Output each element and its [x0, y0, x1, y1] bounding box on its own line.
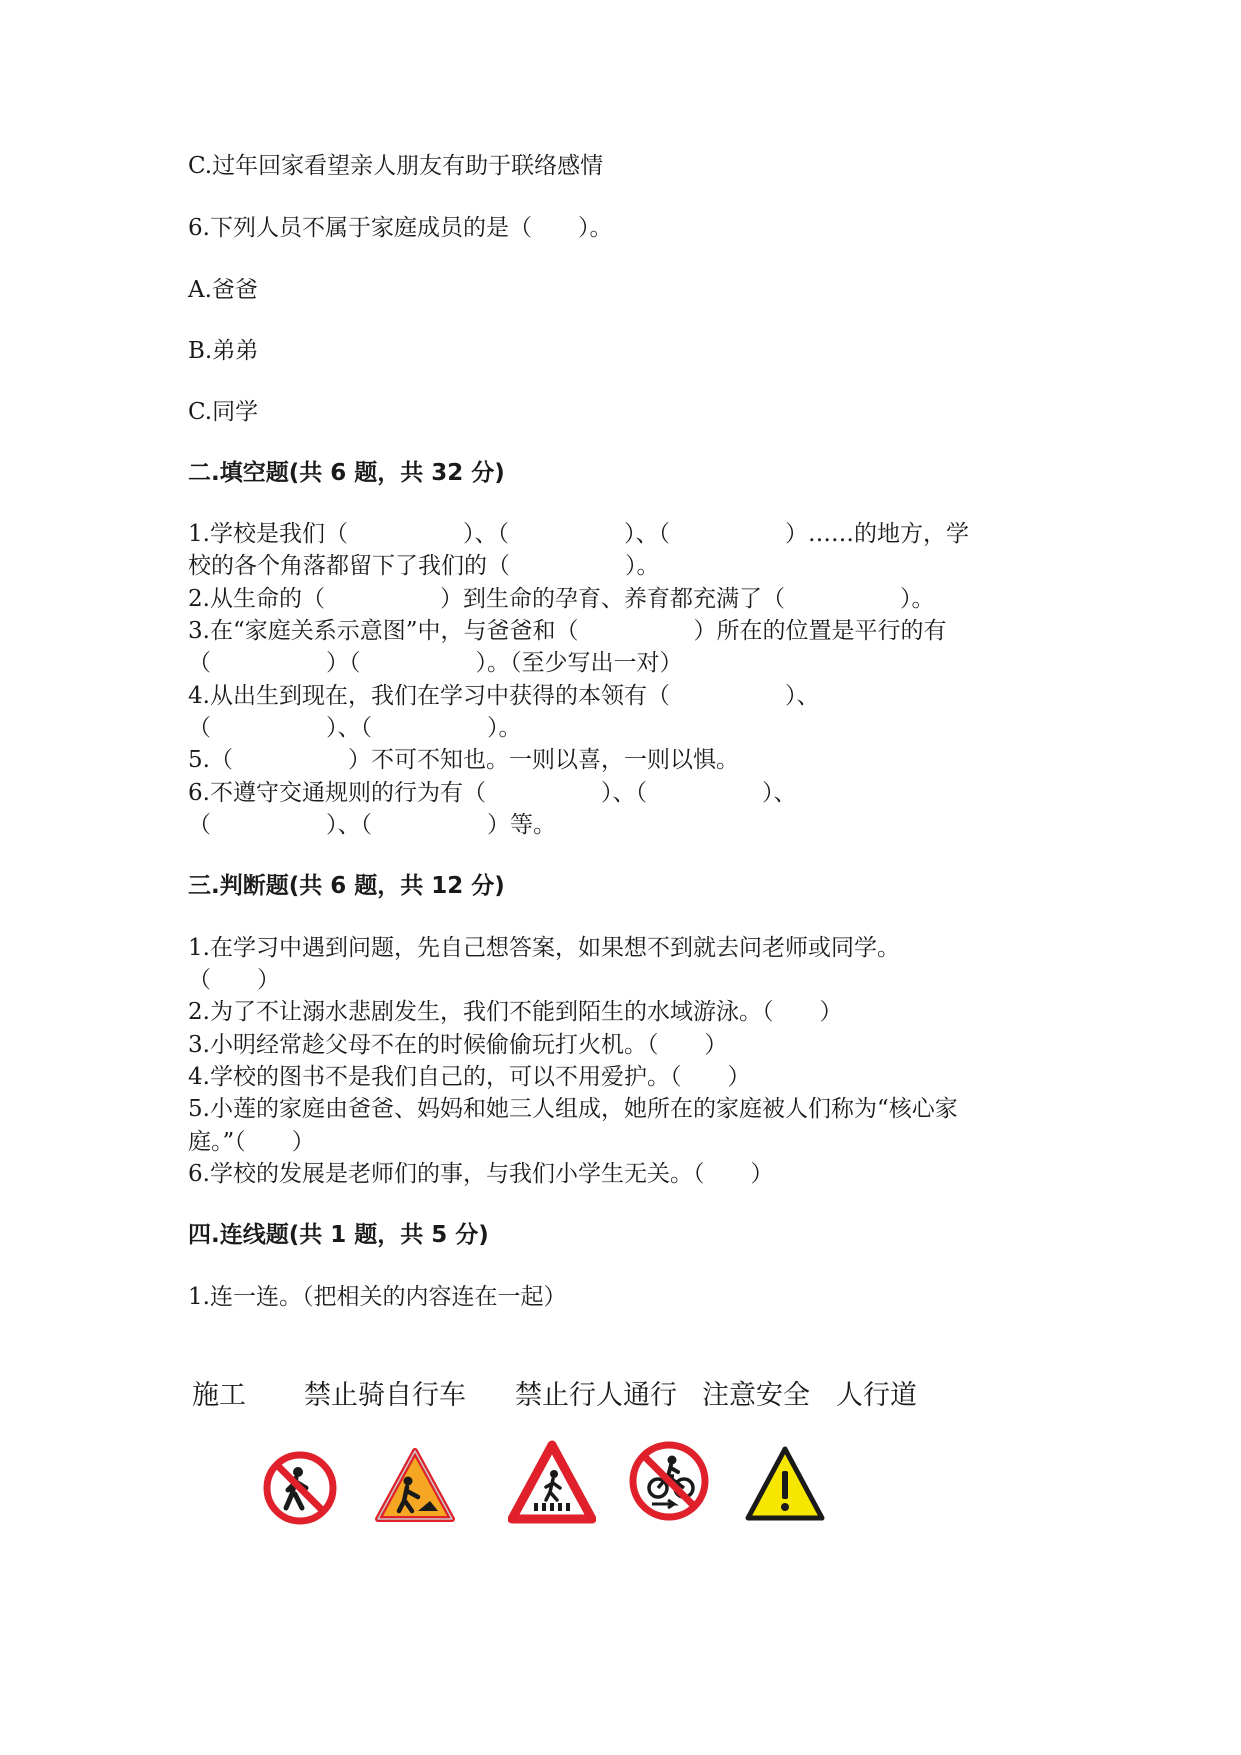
s3-line: 3.小明经常趁父母不在的时候偷偷玩打火机。（ ） [188, 1032, 728, 1058]
s2-line: 4.从出生到现在，我们在学习中获得的本领有（ ）、 [188, 683, 820, 709]
q6-option-b: B.弟弟 [188, 338, 259, 364]
caution-sign-icon [744, 1445, 826, 1523]
s3-line: 6.学校的发展是老师们的事，与我们小学生无关。（ ） [188, 1161, 774, 1187]
label-construction: 施工 [192, 1380, 246, 1411]
section4-title: 四.连线题(共 1 题，共 5 分) [188, 1222, 489, 1248]
s2-line: 5.（ ）不可不知也。一则以喜，一则以惧。 [188, 747, 739, 773]
s3-line: 1.在学习中遇到问题，先自己想答案，如果想不到就去问老师或同学。 [188, 935, 900, 961]
s2-line: 3.在“家庭关系示意图”中，与爸爸和（ ）所在的位置是平行的有 [188, 618, 947, 644]
construction-sign-icon [374, 1447, 456, 1523]
label-caution: 注意安全 [702, 1380, 810, 1411]
q6-option-a: A.爸爸 [188, 277, 258, 303]
crosswalk-sign-icon [508, 1440, 596, 1524]
s3-line: 庭。”（ ） [188, 1129, 315, 1155]
s2-line: （ ）、（ ）等。 [188, 812, 556, 838]
s3-line: （ ） [188, 967, 280, 993]
s2-line: 校的各个角落都留下了我们的（ ）。 [188, 553, 660, 579]
s3-line: 2.为了不让溺水悲剧发生，我们不能到陌生的水域游泳。（ ） [188, 999, 843, 1025]
q5-option-c: C.过年回家看望亲人朋友有助于联络感情 [188, 153, 604, 179]
s2-line: 6.不遵守交通规则的行为有（ ）、（ ）、 [188, 780, 797, 806]
label-sidewalk: 人行道 [836, 1380, 917, 1411]
s4-question: 1.连一连。（把相关的内容连在一起） [188, 1284, 567, 1310]
q6-option-c: C.同学 [188, 399, 259, 425]
s2-line: （ ）、（ ）。 [188, 715, 522, 741]
q6-stem: 6.下列人员不属于家庭成员的是（ ）。 [188, 215, 613, 241]
s2-line: （ ）（ ）。（至少写出一对） [188, 650, 683, 676]
no-pedestrian-sign-icon [262, 1450, 338, 1526]
s3-line: 4.学校的图书不是我们自己的，可以不用爱护。（ ） [188, 1064, 751, 1090]
label-no-pedestrian: 禁止行人通行 [515, 1380, 677, 1411]
s3-line: 5.小莲的家庭由爸爸、妈妈和她三人组成，她所在的家庭被人们称为“核心家 [188, 1096, 958, 1122]
section2-title: 二.填空题(共 6 题，共 32 分) [188, 460, 505, 486]
label-no-bicycle: 禁止骑自行车 [304, 1380, 466, 1411]
s2-line: 2.从生命的（ ）到生命的孕育、养育都充满了（ ）。 [188, 586, 935, 612]
section3-title: 三.判断题(共 6 题，共 12 分) [188, 873, 505, 899]
no-bicycle-sign-icon [628, 1440, 710, 1522]
s2-line: 1.学校是我们（ ）、（ ）、（ ）……的地方，学 [188, 521, 969, 547]
